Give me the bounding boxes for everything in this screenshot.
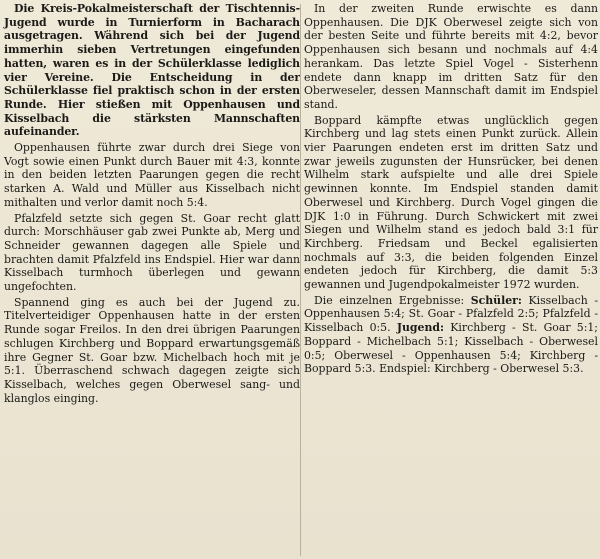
jugend-results: Kirchberg - St. Goar 5:1; Boppard - Michelbach 5:1; Kisselbach - Oberwesel 0:5; Oberwesel - Oppenhausen 5:4; Kirchberg - Boppard 5:3. Endspiel: Kirchberg - Oberwesel 5:3.	[304, 321, 598, 376]
schueler-label: Schüler:	[470, 293, 522, 307]
results-intro: Die einzelnen Ergebnisse:	[314, 293, 465, 307]
schueler-results: Kisselbach - Oppenhausen 5:4; St. Goar - Pfalzfeld 2:5; Pfalzfeld - Kisselbach 0:5.	[304, 293, 599, 335]
jugend-label: Jugend:	[396, 321, 444, 335]
results-block	[304, 294, 598, 376]
left-column	[4, 2, 300, 407]
paragraph-jugend: Spannend ging es auch bei der Jugend zu. Titelverteidiger Oppenhausen hatte in der ersten Runde sogar Freilos. In den drei übrigen Paarungen schlugen Kirchberg und Boppard erwartungsgemäß ihre Gegner St. Goar bzw. Michelbach hoch mit je 5:1. Überraschend schwach dagegen zeigte sich Kisselbach, welches gegen Oberwesel sang- und klanglos einging.	[4, 295, 300, 405]
paragraph-boppard-final: Boppard kämpfte etwas unglücklich gegen Kirchberg und lag stets einen Punkt zurück. Allein vier Paarungen endeten erst im dritten Satz und zwar jeweils zugunsten der Hunsrücker, bei denen Wilhelm stark aufspielte und alle drei Spiele gewinnen konnte. Im Endspiel standen damit Oberwesel und Kirchberg. Durch Vogel gingen die DJK 1:0 in Führung. Durch Schwickert mit zwei Siegen und Wilhelm stand es jedoch bald 3:1 für Kirchberg. Friedsam und Beckel egalisierten nochmals auf 3:3, die beiden folgenden Einzel endeten jedoch für Kirchberg, die damit 5:3 gewannen und Jugendpokalmeister 1972 wurden.	[304, 113, 598, 292]
paragraph-pfalzfeld: Pfalzfeld setzte sich gegen St. Goar recht glatt durch: Morschhäuser gab zwei Punkte ab, Merg und Schneider gewannen dagegen alle Spiele und brachten damit Pfalzfeld ins Endspiel. Hier war dann Kisselbach turmhoch überlegen und gewann ungefochten.	[4, 211, 300, 294]
column-divider	[300, 4, 301, 556]
paragraph-second-round: In der zweiten Runde erwischte es dann Oppenhausen. Die DJK Oberwesel zeigte sich von der besten Seite und führte bereits mit 4:2, bevor Oppenhausen sich besann und nochmals auf 4:4 herankam. Das letzte Spiel Vogel - Sisterhenn endete dann knapp im dritten Satz für den Oberweseler, dessen Mannschaft damit im Endspiel stand.	[304, 2, 598, 111]
article-lead: Die Kreis-Pokalmeisterschaft der Tischtennis-Jugend wurde in Turnierform in Bacharach ausgetragen. Während sich bei der Jugend immerhin sieben Vertretungen eingefunden hatten, waren es in der Schülerklasse lediglich vier Vereine. Die Entscheidung in der Schülerklasse fiel praktisch schon in der ersten Runde. Hier stießen mit Oppenhausen und Kisselbach die stärksten Mannschaften aufeinander.	[4, 2, 300, 139]
paragraph-schueler-first-round: Oppenhausen führte zwar durch drei Siege von Vogt sowie einen Punkt durch Bauer mit 4:3, konnte in den beiden letzten Paarungen gegen die recht starken A. Wald und Müller aus Kisselbach nicht mithalten und verlor damit noch 5:4.	[4, 141, 300, 209]
right-column	[304, 2, 598, 378]
